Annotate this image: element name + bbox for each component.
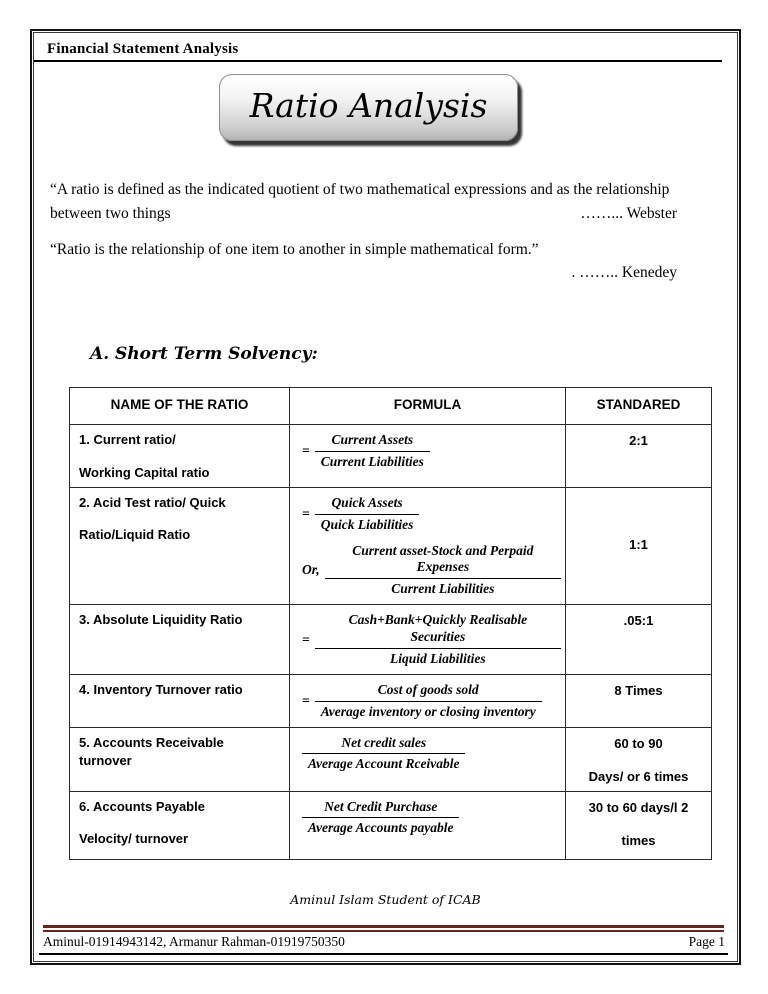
ratio-name: 4. Inventory Turnover ratio: [70, 674, 290, 727]
standard-value: 8 Times: [566, 674, 712, 727]
ratio-formula: [290, 425, 566, 488]
author-note: Aminul Islam Student of ICAB: [290, 891, 481, 907]
footer-divider-bar: [43, 925, 724, 932]
footer-text-row: [39, 934, 728, 955]
formula: [302, 495, 561, 534]
fraction: [325, 543, 561, 599]
footer-contacts: Aminul-01914943142, Armanur Rahman-01919750350: [43, 934, 345, 949]
formula: [302, 735, 561, 774]
quote-webster: [50, 178, 687, 225]
fraction: [315, 612, 561, 668]
ratio-name: 3. Absolute Liquidity Ratio: [70, 605, 290, 675]
formula-prefix: =: [302, 692, 310, 708]
quote-kenedey: [50, 238, 687, 285]
ratio-table: [69, 387, 712, 859]
fraction-denominator: Average inventory or closing inventory: [320, 703, 536, 719]
fraction-numerator: Cash+Bank+Quickly Realisable Securities: [315, 612, 561, 649]
formula-prefix: =: [302, 505, 310, 521]
table-header-row: [70, 388, 712, 425]
ratio-name: 6. Accounts Payable Velocity/ turnover: [70, 791, 290, 859]
ratio-name: 2. Acid Test ratio/ Quick Ratio/Liquid Ratio: [70, 487, 290, 604]
fraction-numerator: Quick Assets: [315, 495, 420, 515]
page-number: Page 1: [688, 934, 725, 949]
ratio-name: 1. Current ratio/ Working Capital ratio: [70, 425, 290, 488]
column-header-standared: STANDARED: [566, 388, 712, 425]
table-row: [70, 791, 712, 859]
ratio-formula: [290, 791, 566, 859]
ratio-formula: [290, 605, 566, 675]
formula-prefix: =: [302, 443, 310, 459]
quote-attribution: . …….. Kenedey: [571, 264, 677, 281]
column-header-formula: FORMULA: [290, 388, 566, 425]
formula-prefix: =: [302, 631, 310, 647]
fraction: [302, 735, 465, 774]
formula: [302, 432, 561, 471]
ratio-name: 5. Accounts Receivable turnover: [70, 727, 290, 791]
page-footer: [39, 925, 728, 955]
standard-value: 30 to 60 days/l 2 times: [566, 791, 712, 859]
formula: [302, 682, 561, 721]
standard-value: .05:1: [566, 605, 712, 675]
table-row: [70, 605, 712, 675]
fraction-numerator: Current asset-Stock and Perpaid Expenses: [325, 543, 561, 580]
fraction: [302, 799, 459, 838]
page-inner-border: [33, 32, 738, 962]
column-header-name: NAME OF THE RATIO: [70, 388, 290, 425]
quote-text: “Ratio is the relationship of one item to another in simple mathematical form.”: [50, 240, 539, 258]
fraction-denominator: Quick Liabilities: [320, 516, 414, 532]
ratio-formula: [290, 727, 566, 791]
quote-attribution: ……... Webster: [580, 204, 677, 222]
standard-value: 2:1: [566, 425, 712, 488]
table-row: [70, 425, 712, 488]
fraction-numerator: Net Credit Purchase: [302, 799, 459, 819]
section-heading: A. Short Term Solvency:: [90, 344, 318, 365]
ratio-formula: [290, 674, 566, 727]
standard-value: 1:1: [566, 487, 712, 604]
formula-alternative: [302, 543, 561, 599]
fraction: [315, 682, 542, 721]
fraction-numerator: Cost of goods sold: [315, 682, 542, 702]
fraction: [315, 495, 420, 534]
document-header: [34, 38, 722, 62]
fraction-denominator: Average Account Rceivable: [308, 756, 460, 772]
fraction-denominator: Average Accounts payable: [308, 820, 454, 836]
fraction-denominator: Current Liabilities: [391, 581, 495, 597]
title-badge-row: [34, 74, 737, 141]
fraction-numerator: Current Assets: [315, 432, 430, 452]
table-row: [70, 674, 712, 727]
formula-prefix: Or,: [302, 561, 320, 577]
table-row: [70, 487, 712, 604]
ratio-formula: [290, 487, 566, 604]
ratio-analysis-badge: Ratio Analysis: [219, 74, 519, 141]
fraction-numerator: Net credit sales: [302, 735, 465, 755]
table-row: [70, 727, 712, 791]
standard-value: 60 to 90 Days/ or 6 times: [566, 727, 712, 791]
quote-text: “A ratio is defined as the indicated quotient of two mathematical expressions and as the relationship between two things: [50, 181, 670, 222]
fraction: [315, 432, 430, 471]
fraction-denominator: Liquid Liabilities: [390, 650, 486, 666]
fraction-denominator: Current Liabilities: [320, 454, 424, 470]
formula: [302, 799, 561, 838]
header-title: Financial Statement Analysis: [47, 41, 239, 57]
page-border: [30, 29, 741, 965]
formula: [302, 612, 561, 668]
